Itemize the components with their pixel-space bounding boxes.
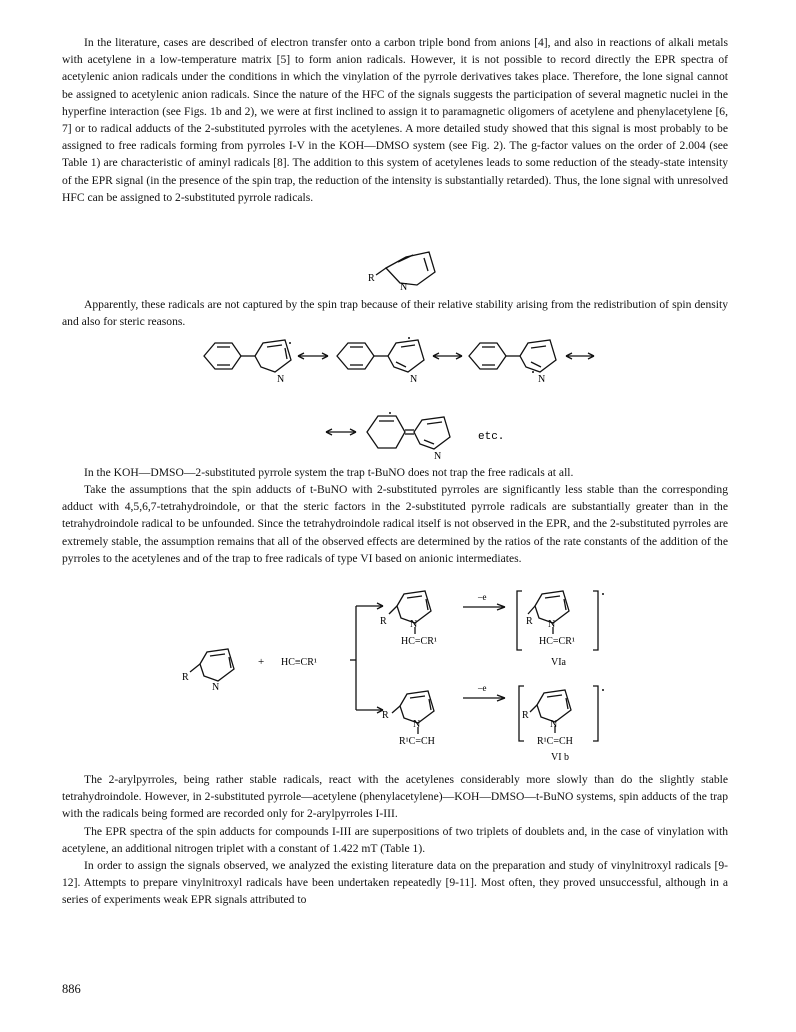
n-label-4: N bbox=[434, 451, 442, 462]
product-label-b: VI b bbox=[551, 752, 570, 763]
plus-sign: + bbox=[258, 656, 265, 668]
scheme-r-left: R bbox=[182, 672, 189, 683]
etc-label: etc. bbox=[478, 431, 505, 443]
upper-oxidation: –e bbox=[478, 592, 487, 602]
upper-substituent: HC=CR¹ bbox=[401, 636, 437, 647]
lower-n: N bbox=[413, 719, 421, 730]
n-label-2: N bbox=[410, 374, 418, 385]
upper-product-r: R bbox=[526, 616, 533, 627]
n-label-1: N bbox=[277, 374, 285, 385]
paragraph-6: The EPR spectra of the spin adducts for compounds I-III are superpositions of two triplets of doublets and, in the case of vinylation with acetylene, an additional nitrogen triplet with a constant of 1.422 mT (Table 1). bbox=[62, 825, 728, 856]
lower-product-n: N bbox=[550, 719, 558, 730]
n-label-3: N bbox=[538, 374, 546, 385]
upper-product-substituent: HC=CR¹ bbox=[539, 636, 575, 647]
paragraph-4: Take the assumptions that the spin adducts of t-BuNO with 2-substituted pyrroles are significantly less stable than the corresponding adduct with 4,5,6,7-tetrahydroindole, or that the steric factors in the 2-substituted pyrrole radicals are substantially greater than in the tetrahydroindole radical to be unfounded. Since the tetrahydroindole radical itself is not observed in the EPR, and the 2-substituted pyrroles are extremely stable, the assumption remains that all of the observed effects are determined by the ratios of the rate constants of the addition of the pyrroles to the acetylenes and of the trap to free radicals of type VI based on anionic intermediates. bbox=[62, 483, 728, 565]
page-number: 886 bbox=[62, 982, 81, 996]
paragraph-5: The 2-arylpyrroles, being rather stable radicals, react with the acetylenes considerably more slowly than do the slightly stable tetrahydroindole. However, in 2-substituted pyrrole—acetylene (phenylacetylene)—KOH—DMSO—t-BuNO systems, spin adducts of the trap with the radicals being formed are recorded only for 2-arylpyrroles I-III. bbox=[62, 773, 728, 821]
upper-n: N bbox=[410, 619, 418, 630]
paragraph-2: Apparently, these radicals are not captured by the spin trap because of their relative stability arising from the redistribution of spin density and also for steric reasons. bbox=[62, 298, 728, 329]
paragraph-3: In the KOH—DMSO—2-substituted pyrrole system the trap t-BuNO does not trap the free radicals at all. bbox=[84, 466, 574, 479]
lower-product-substituent: R¹C=CH bbox=[537, 736, 573, 747]
lower-product-r: R bbox=[522, 710, 529, 721]
acetylene-label: HC≡CR¹ bbox=[281, 657, 317, 668]
paragraph-7: In order to assign the signals observed, we analyzed the existing literature data on the preparation and study of vinylnitroxyl radicals [9-12]. Attempts to prepare vinylnitroxyl radicals have been undertaken repeatedly [9-11]. Most often, they proved unsuccessful, although in a series of experiments weak EPR signals attributed to bbox=[62, 859, 728, 907]
paragraph-1: In the literature, cases are described of electron transfer onto a carbon triple bond from anions [4], and also in reactions of alkali metals with acetylene in a low-temperature matrix [5] to form anion radicals. However, it is not possible to record directly the EPR spectra of acetylenic anion radicals under the conditions in which the vinylation of the pyrrole derivatives takes place. Therefore, the lone signal cannot be assigned to acetylenic anion radicals. Since the nature of the HFC of the signals suggests the participation of several magnetic nuclei in the hyperfine interaction (see Figs. 1b and 2), we were at first inclined to assign it to paramagnetic oligomers of acetylene and phenylacetylene [6, 7] or to radical adducts of the 2-substituted pyrroles with the acetylenes. A more detailed study showed that this signal is most probably to be assigned to free radicals forming from pyrroles I-V in the KOH—DMSO system (see Fig. 2). The g-factor values on the order of 2.004 (see Table 1) are characteristic of aminyl radicals [8]. The addition to this system of acetylenes leads to some reduction of the steady-state intensity of the EPR signal (in the presence of the spin trap, the reduction of the intensity is substantially retarded). Thus, the lone signal with unresolved HFC can be assigned to 2-substituted pyrrole radicals. bbox=[62, 36, 728, 204]
lower-r: R bbox=[382, 710, 389, 721]
n-label: N bbox=[400, 282, 408, 293]
r-label: R bbox=[368, 273, 375, 284]
lower-substituent: R¹C=CH bbox=[399, 736, 435, 747]
upper-product-n: N bbox=[548, 619, 556, 630]
lower-oxidation: –e bbox=[478, 683, 487, 693]
scheme-n-left: N bbox=[212, 682, 220, 693]
upper-r: R bbox=[380, 616, 387, 627]
product-label-a: VIa bbox=[551, 657, 566, 668]
